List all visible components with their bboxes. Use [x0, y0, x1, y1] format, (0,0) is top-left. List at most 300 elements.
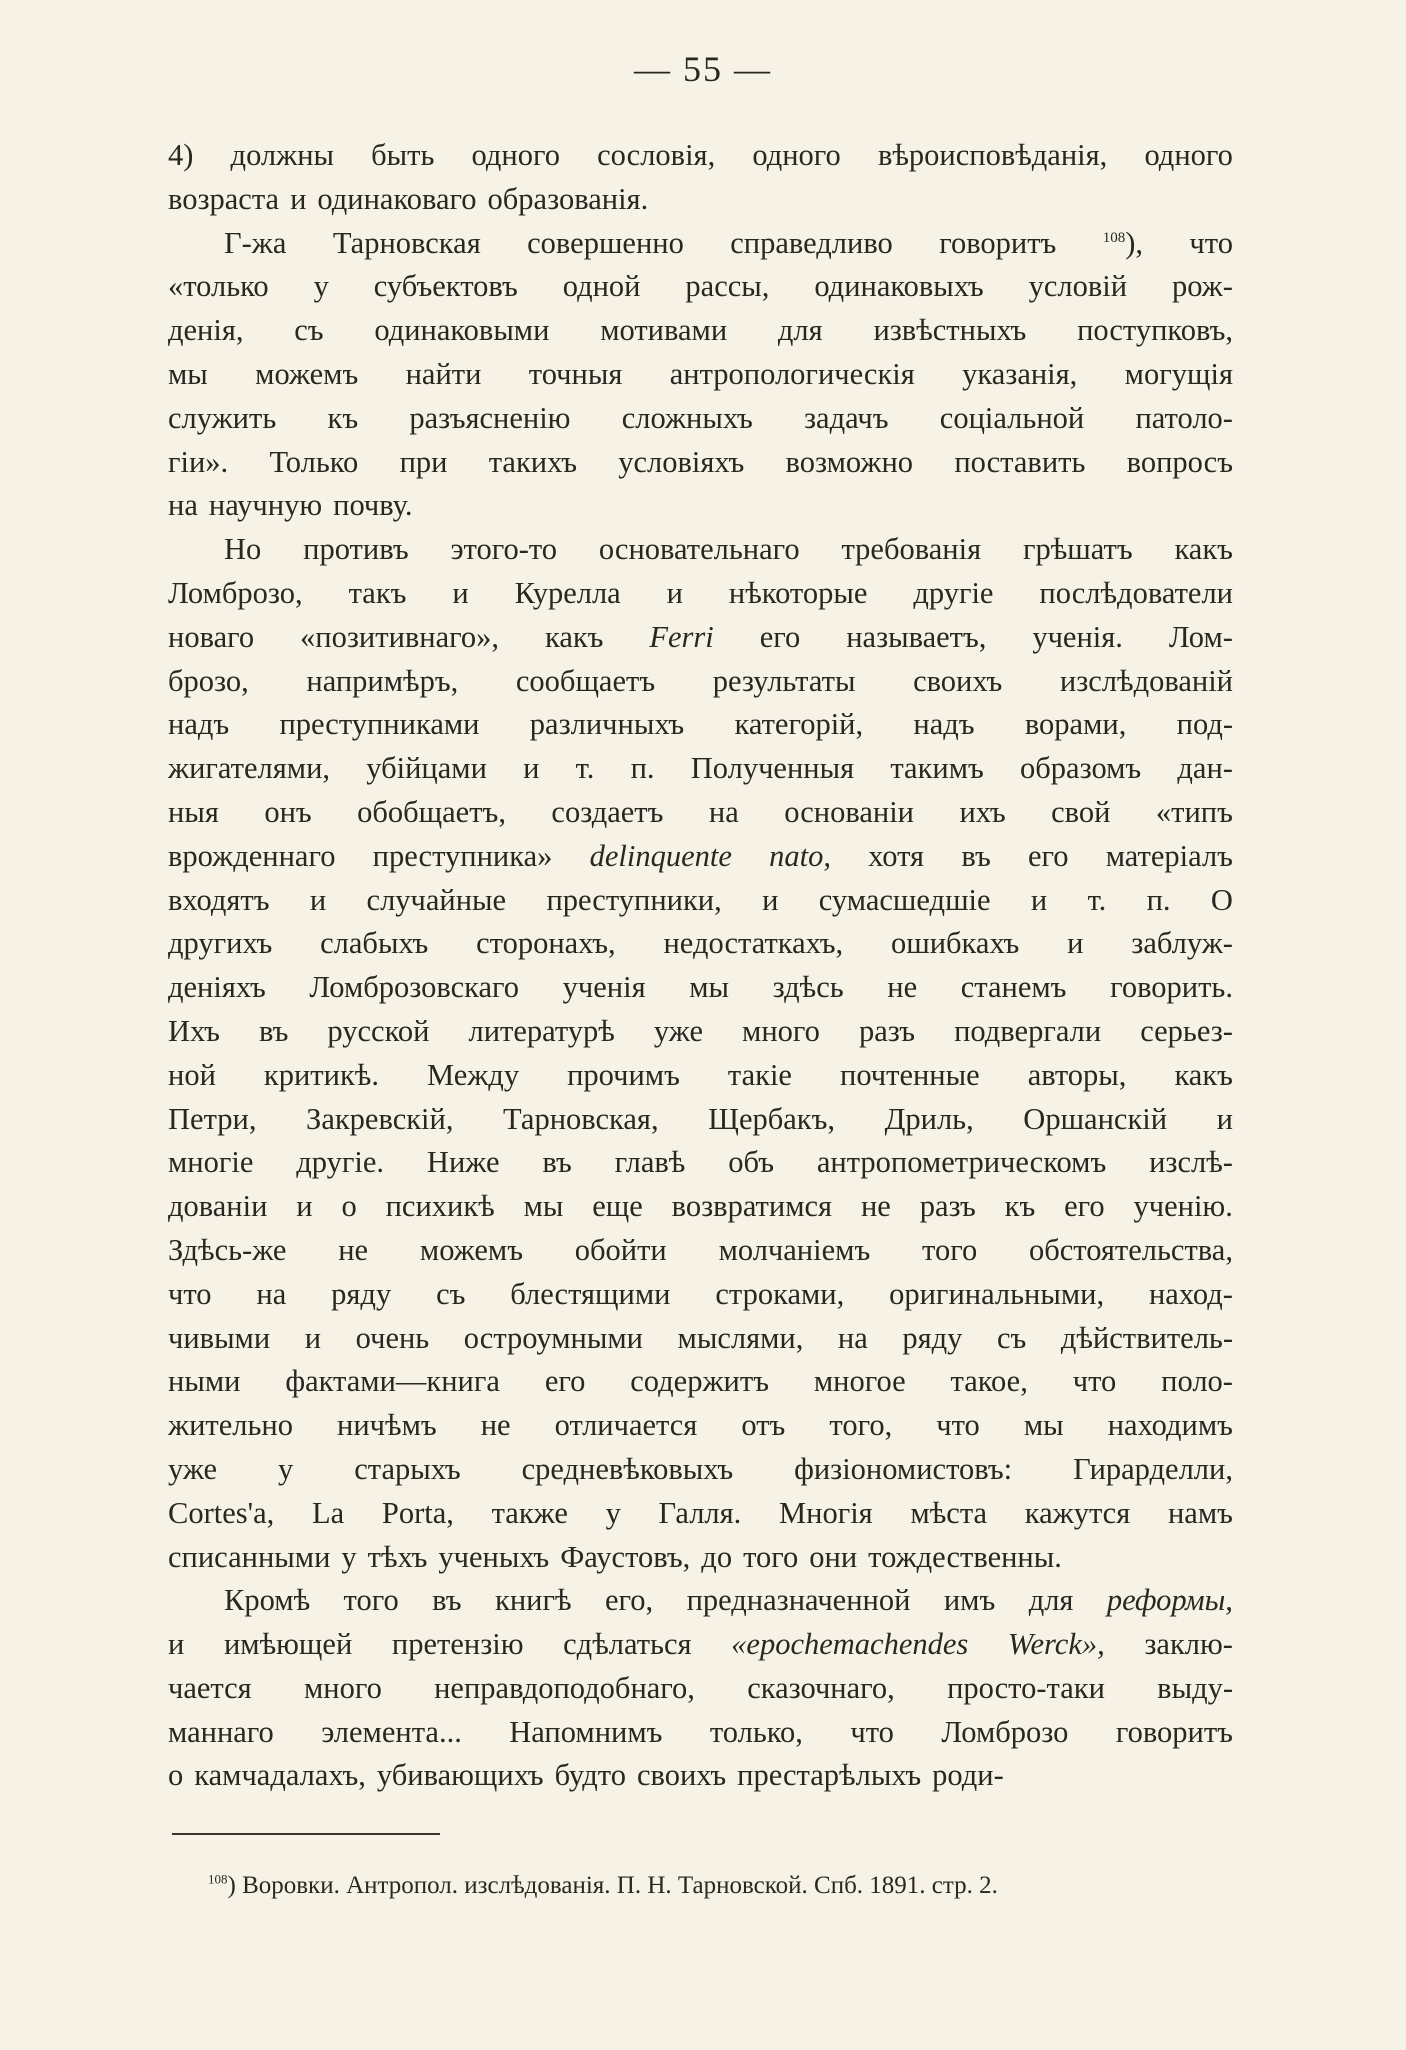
word: денія,: [168, 313, 244, 348]
word: мы: [689, 970, 730, 1005]
word: съ: [436, 1276, 466, 1311]
word: содержитъ: [630, 1364, 769, 1399]
word: сообщаетъ: [515, 663, 656, 698]
word: требованія: [841, 532, 982, 567]
word: вопросъ: [1126, 444, 1233, 479]
word: въ: [961, 838, 991, 873]
text-line: [168, 1098, 1233, 1142]
word: одного: [1144, 138, 1233, 172]
word: должны: [230, 138, 335, 172]
word: претензію: [391, 1627, 524, 1662]
word: ныя: [168, 794, 219, 829]
word: о: [341, 1189, 357, 1224]
word: различныхъ: [529, 707, 685, 742]
text-line: [168, 484, 1233, 528]
word: обойти: [574, 1232, 667, 1267]
word: почву.: [333, 488, 413, 523]
word: образомъ: [1020, 751, 1142, 786]
word: того: [343, 1583, 399, 1618]
word: русской: [327, 1013, 430, 1048]
word: маннаго: [168, 1714, 274, 1749]
word: хотя: [868, 838, 925, 873]
word: уже: [653, 1013, 703, 1048]
word: на: [837, 1320, 868, 1355]
word: антропометрическомъ: [816, 1145, 1107, 1180]
word: Werck»,: [1007, 1627, 1105, 1662]
word: рож-: [1171, 269, 1233, 304]
text-line: [168, 922, 1233, 966]
word: обстоятельства,: [1029, 1232, 1233, 1267]
word: Ихъ: [168, 1013, 220, 1048]
word: роди-: [932, 1758, 1004, 1793]
word: что: [168, 1276, 212, 1311]
word: Курелла: [514, 575, 621, 610]
word: своихъ: [913, 663, 1003, 698]
word: камчадалахъ,: [194, 1758, 366, 1793]
word: до: [701, 1539, 733, 1574]
word: обобщаетъ,: [357, 794, 506, 829]
text-line: [168, 1185, 1233, 1229]
word: съ: [996, 1320, 1027, 1355]
word: одной: [562, 269, 641, 304]
word: такъ: [348, 575, 407, 610]
word: т.: [575, 751, 595, 786]
word: основаніи: [784, 794, 914, 829]
word: такимъ: [890, 751, 984, 786]
text-line: [168, 1711, 1233, 1755]
word: мыслями,: [677, 1320, 804, 1355]
word: и: [296, 1189, 313, 1224]
word: они: [809, 1539, 858, 1574]
word: сумасшедшіе: [818, 882, 991, 917]
word: ряду: [902, 1320, 963, 1355]
text-line: [168, 879, 1233, 923]
word: Между: [426, 1057, 520, 1092]
word: наход-: [1148, 1276, 1233, 1311]
text-line: [168, 1317, 1233, 1361]
word: Porta,: [381, 1495, 454, 1530]
word: что: [850, 1714, 894, 1749]
text-line: [168, 353, 1233, 397]
word: можемъ: [419, 1232, 523, 1267]
word: для: [777, 313, 823, 348]
word: гіи».: [168, 444, 229, 479]
word: научную: [208, 488, 323, 523]
text-line: [168, 1360, 1233, 1404]
word: «типъ: [1155, 794, 1233, 829]
word: говоритъ: [939, 225, 1057, 260]
text-line: [168, 835, 1233, 879]
word: условіяхъ: [618, 444, 745, 479]
word: того,: [829, 1408, 893, 1443]
word: преступника»: [372, 838, 553, 873]
word: главѣ: [614, 1145, 686, 1180]
word: называетъ,: [846, 619, 987, 654]
word: совершенно: [527, 225, 684, 260]
word: старыхъ: [354, 1451, 461, 1486]
text-line: [168, 134, 1233, 178]
text-line: [168, 1579, 1233, 1623]
word: 4): [168, 138, 194, 172]
word: Только: [269, 444, 359, 479]
word: преступники,: [546, 882, 722, 917]
word: выду-: [1157, 1670, 1233, 1705]
word: врожденнаго: [168, 838, 336, 873]
word: входятъ: [168, 882, 270, 917]
text-line: [168, 178, 1233, 222]
word: Полученныя: [690, 751, 855, 786]
word: говоритъ: [1115, 1714, 1233, 1749]
word: элемента...: [321, 1714, 462, 1749]
word: и: [762, 882, 779, 917]
word: разъ: [858, 1013, 916, 1048]
word: заклю-: [1144, 1627, 1233, 1662]
word: его,: [604, 1583, 654, 1618]
word: у: [278, 1451, 294, 1486]
word: очень: [355, 1320, 430, 1355]
word: и: [666, 575, 683, 610]
word: одного: [471, 138, 560, 172]
text-line: [168, 703, 1233, 747]
word: другихъ: [168, 926, 273, 961]
word: ученія.: [1032, 619, 1123, 654]
word: основательнаго: [598, 532, 800, 567]
word: ворами,: [1024, 707, 1127, 742]
word: еще: [592, 1189, 643, 1224]
word: и: [1030, 882, 1048, 917]
word: О: [1210, 882, 1233, 917]
word: не: [860, 1189, 891, 1224]
footnote-rule: [172, 1833, 440, 1835]
text-line: [168, 1448, 1233, 1492]
word: такихъ: [488, 444, 577, 479]
word: брозо,: [168, 663, 249, 698]
text-line: [168, 1623, 1233, 1667]
word: мы: [523, 1189, 564, 1224]
word: Ломброзо,: [168, 575, 303, 610]
text-line: [168, 1141, 1233, 1185]
text-line: [168, 1273, 1233, 1317]
footnote-number: 108: [208, 1871, 228, 1887]
word: и: [309, 882, 327, 917]
word: нѣкоторые: [728, 575, 868, 610]
word: фактами—книга: [285, 1364, 500, 1399]
word: грѣшатъ: [1022, 532, 1133, 567]
word: La: [312, 1495, 345, 1530]
word: и: [452, 575, 469, 610]
text-line: [168, 309, 1233, 353]
word: быть: [371, 138, 435, 172]
word: списанными: [168, 1539, 331, 1574]
word: этого-то: [450, 532, 558, 567]
word: объ: [728, 1145, 774, 1180]
word: Щербакъ,: [708, 1101, 835, 1136]
word: задачъ: [804, 400, 889, 435]
word: отъ: [741, 1408, 786, 1443]
word: психикѣ: [385, 1189, 495, 1224]
word: ными: [168, 1364, 241, 1399]
word: дѣйствитель-: [1060, 1320, 1233, 1355]
word: могущія: [1124, 356, 1233, 391]
word: ошибкахъ: [890, 926, 1020, 961]
word: ихъ: [959, 794, 1006, 829]
word: можемъ: [255, 356, 359, 391]
word: многіе: [168, 1145, 254, 1180]
word: сказочнаго,: [747, 1670, 895, 1705]
word: убивающихъ: [376, 1758, 544, 1793]
word: на: [708, 794, 739, 829]
word: съ: [294, 313, 324, 348]
word: мѣста: [910, 1495, 988, 1530]
word: Но: [224, 532, 262, 567]
word: ученію.: [1133, 1189, 1233, 1224]
word: его: [544, 1364, 586, 1399]
word: одинаковыхъ: [814, 269, 984, 304]
word: чивыми: [168, 1320, 271, 1355]
word: строками,: [715, 1276, 845, 1311]
text-line: [168, 966, 1233, 1010]
word: возможно: [785, 444, 914, 479]
word: напримѣръ,: [306, 663, 459, 698]
word: Тарновская: [332, 225, 481, 260]
word: много: [303, 1670, 382, 1705]
text-line: [168, 660, 1233, 704]
word: другіе: [913, 575, 994, 610]
word: физіономистовъ:: [794, 1451, 1013, 1486]
word: Ferri: [649, 619, 714, 654]
text-line: [168, 441, 1233, 485]
word: $^{108}$),: [1102, 225, 1144, 260]
word: такіе: [727, 1057, 792, 1092]
word: какъ: [544, 619, 604, 654]
text-line: [168, 397, 1233, 441]
word: слабыхъ: [320, 926, 429, 961]
word: къ: [1004, 1189, 1036, 1224]
word: того: [922, 1232, 978, 1267]
word: его: [1027, 838, 1069, 873]
word: «только: [168, 269, 269, 304]
word: какъ: [1174, 1057, 1233, 1092]
word: заблуж-: [1131, 926, 1233, 961]
word: средневѣковыхъ: [521, 1451, 734, 1486]
word: говорить.: [1110, 970, 1233, 1005]
word: изслѣ-: [1149, 1145, 1233, 1180]
word: блестящими: [510, 1276, 671, 1311]
text-line: [168, 791, 1233, 835]
word: Многія: [779, 1495, 873, 1530]
word: Дриль,: [884, 1101, 974, 1136]
word: антропологическія: [669, 356, 915, 391]
word: что: [1072, 1364, 1117, 1399]
word: извѣстныхъ: [873, 313, 1027, 348]
word: критикѣ.: [263, 1057, 379, 1092]
word: субъектовъ: [373, 269, 518, 304]
word: многое: [813, 1364, 906, 1399]
word: поставить: [954, 444, 1086, 479]
word: предназначенной: [686, 1583, 911, 1618]
word: поло-: [1161, 1364, 1233, 1399]
word: и: [523, 751, 540, 786]
word: поступковъ,: [1077, 313, 1233, 348]
word: справедливо: [730, 225, 893, 260]
word: не: [480, 1408, 511, 1443]
word: его: [1064, 1189, 1105, 1224]
word: что: [936, 1408, 980, 1443]
word: уже: [168, 1451, 218, 1486]
text-line: [168, 265, 1233, 309]
word: Ломброзо: [941, 1714, 1069, 1749]
word: и: [290, 181, 307, 216]
word: Оршанскій: [1023, 1101, 1168, 1136]
word: жигателями,: [168, 751, 331, 786]
word: новаго: [168, 619, 255, 654]
word: и: [1216, 1101, 1233, 1136]
word: онъ: [264, 794, 312, 829]
word: разъ: [919, 1189, 976, 1224]
word: изслѣдованій: [1059, 663, 1233, 698]
word: его: [759, 619, 801, 654]
footnote-ref: 108: [1102, 229, 1126, 246]
word: что: [1189, 225, 1233, 260]
word: книгѣ: [495, 1583, 572, 1618]
footnote: [208, 1869, 1238, 1903]
word: дованіи: [168, 1189, 268, 1224]
word: здѣсь: [772, 970, 844, 1005]
word: къ: [327, 400, 359, 435]
word: литературѣ: [468, 1013, 615, 1048]
word: серьез-: [1140, 1013, 1233, 1048]
word: сложныхъ: [621, 400, 753, 435]
word: ученія: [562, 970, 646, 1005]
word: т.: [1087, 882, 1107, 917]
word: вѣроисповѣданія,: [877, 138, 1108, 172]
word: тождественны.: [868, 1539, 1062, 1574]
word: ной: [168, 1057, 216, 1092]
word: «позитивнаго»,: [300, 619, 500, 654]
text-line: [168, 616, 1233, 660]
word: категорій,: [734, 707, 864, 742]
word: чается: [168, 1670, 252, 1705]
word: въ: [258, 1013, 289, 1048]
word: ряду: [331, 1276, 392, 1311]
word: сторонахъ,: [476, 926, 616, 961]
word: просто-таки: [947, 1670, 1105, 1705]
word: того: [743, 1539, 799, 1574]
word: у: [313, 269, 329, 304]
word: имѣющей: [223, 1627, 353, 1662]
word: жительно: [168, 1408, 293, 1443]
word: сдѣлаться: [563, 1627, 692, 1662]
word: Гирарделли,: [1073, 1451, 1233, 1486]
word: много: [742, 1013, 820, 1048]
word: также: [491, 1495, 568, 1530]
word: реформы,: [1106, 1583, 1233, 1618]
word: Ломброзовскаго: [309, 970, 520, 1005]
word: п.: [1146, 882, 1171, 917]
word: разъясненію: [409, 400, 571, 435]
word: такое,: [950, 1364, 1028, 1399]
word: Фаустовъ,: [560, 1539, 691, 1574]
word: на: [256, 1276, 287, 1311]
word: мы: [168, 356, 208, 391]
text-line: [168, 528, 1233, 572]
word: мотивами: [600, 313, 728, 348]
word: и: [1067, 926, 1084, 961]
word: delinquente: [589, 838, 732, 873]
word: Г-жа: [224, 225, 287, 260]
word: найти: [405, 356, 482, 391]
word: подвергали: [954, 1013, 1102, 1048]
word: возвратимся: [671, 1189, 833, 1224]
word: Галля.: [658, 1495, 742, 1530]
word: рассы,: [685, 269, 770, 304]
word: мы: [1023, 1408, 1064, 1443]
word: служить: [168, 400, 277, 435]
word: и: [168, 1627, 185, 1662]
word: Ниже: [426, 1145, 500, 1180]
text-line: [168, 222, 1233, 266]
word: Закревскій,: [306, 1101, 454, 1136]
text-line: [168, 1010, 1233, 1054]
word: противъ: [303, 532, 409, 567]
word: указанія,: [962, 356, 1078, 391]
word: послѣдователи: [1039, 575, 1233, 610]
word: своихъ: [636, 1758, 727, 1793]
word: «epochemachendes: [731, 1627, 969, 1662]
word: соціальной: [939, 400, 1085, 435]
word: Лом-: [1168, 619, 1233, 654]
word: молчаніемъ: [718, 1232, 871, 1267]
word: создаетъ: [551, 794, 664, 829]
word: остроумными: [463, 1320, 643, 1355]
word: имъ: [943, 1583, 996, 1618]
text-line: [168, 1667, 1233, 1711]
word: условій: [1028, 269, 1128, 304]
word: неправдоподобнаго,: [434, 1670, 695, 1705]
page-number: — 55 —: [634, 49, 772, 89]
word: недостаткахъ,: [663, 926, 844, 961]
word: оригинальными,: [889, 1276, 1105, 1311]
word: одного: [752, 138, 841, 172]
word: прочимъ: [567, 1057, 680, 1092]
word: Здѣсь-же: [168, 1232, 287, 1267]
word: Cortes'a,: [168, 1495, 275, 1530]
word: авторы,: [1027, 1057, 1127, 1092]
main-text: [168, 134, 1233, 1798]
word: Тарновская,: [503, 1101, 659, 1136]
word: nato,: [769, 838, 831, 873]
word: сословія,: [597, 138, 716, 172]
word: ученыхъ: [438, 1539, 550, 1574]
word: кажутся: [1024, 1495, 1131, 1530]
word: на: [168, 488, 198, 523]
text-line: [168, 747, 1233, 791]
text-line: [168, 1536, 1233, 1580]
word: у: [341, 1539, 357, 1574]
word: какъ: [1174, 532, 1233, 567]
word: под-: [1176, 707, 1233, 742]
word: не: [887, 970, 918, 1005]
word: почтенные: [840, 1057, 980, 1092]
text-line: [168, 572, 1233, 616]
word: результаты: [712, 663, 856, 698]
word: ничѣмъ: [337, 1408, 437, 1443]
word: находимъ: [1107, 1408, 1233, 1443]
word: одинаковаго: [317, 181, 477, 216]
text-line: [168, 1229, 1233, 1273]
word: о: [168, 1758, 184, 1793]
word: отличается: [554, 1408, 698, 1443]
